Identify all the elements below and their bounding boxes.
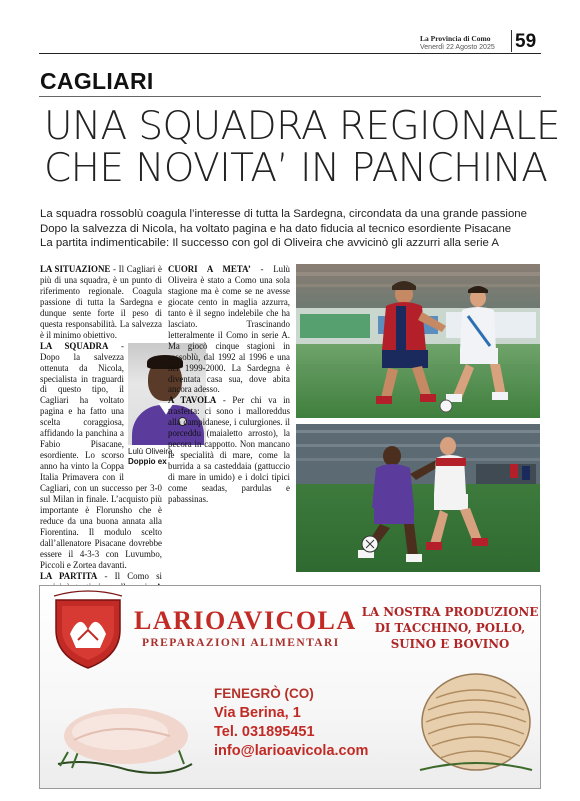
caption-label: Doppio ex: [128, 456, 167, 466]
ad-phone[interactable]: Tel. 031895451: [214, 724, 315, 740]
ad-city: FENEGRÒ (CO): [214, 686, 314, 701]
subheadline-line: La squadra rossoblù coagula l’interesse di tutta la Sardegna, circondata da una grande passione: [40, 208, 527, 220]
crest-icon: [48, 590, 128, 672]
ad-email[interactable]: info@larioavicola.com: [214, 743, 369, 759]
paragraph-text: - Il Como si: [104, 570, 162, 581]
paragraph-tavola: [168, 395, 290, 505]
headline-line: CHE NOVITA’ IN PANCHINA: [44, 146, 548, 191]
article-column-2: [168, 264, 290, 505]
subheadline-line: La partita indimenticabile: Il successo con gol di Oliveira che avvicinò gli azzurri alla serie A: [40, 237, 500, 249]
paragraph-text: - Il Cagliari è più di una squadra, è un punto di riferimento regionale. Coagula passione di tutta la Sardegna e dunque sente forte il peso di questa responsabilità. La salvezza è il minimo obiettivo.: [40, 264, 162, 340]
caption-name: Lulù Oliveira: [128, 446, 173, 456]
paragraph-cuori: [168, 264, 290, 395]
section-title: CAGLIARI: [40, 68, 154, 94]
publication-name: La Provincia di Como: [420, 34, 491, 43]
paragraph-kicker: A TAVOLA: [168, 395, 217, 406]
paragraph-text: - Per chi va in trasferta: ci sono i malloreddus alla campidanese, i culurgiones. il porceddu (maialetto arrosto), la pecora in cappotto. Non mancano le specialità di mare, come la burrida a sa casteddaia (gattuccio di mare in umido) e i dolci tipici come seadas, pardulas e pabassinas.: [168, 395, 290, 505]
paragraph-kicker: CUORI A META’: [168, 264, 251, 274]
ad-slogan: [360, 604, 540, 652]
paragraph-situazione: [40, 264, 162, 341]
ad-tagline: PREPARAZIONI ALIMENTARI: [142, 637, 340, 649]
subheadline-line: Dopo la salvezza di Nicola, ha voltato pagina e ha dato fiducia al tecnico esordiente Pisacane: [40, 222, 512, 235]
subheadline: [40, 207, 550, 251]
match-photo-1-illustration: [296, 264, 540, 418]
top-rule: [39, 53, 541, 54]
paragraph-kicker: LA SQUADRA: [40, 340, 109, 351]
ad-contact-info: [214, 684, 384, 761]
advertisement-larioavicola[interactable]: [39, 585, 541, 789]
ad-slogan-line: SUINO E BOVINO: [390, 637, 510, 651]
match-photo-2: [296, 424, 540, 572]
meat-roll-icon: [416, 660, 536, 780]
header-divider: [511, 30, 512, 52]
paragraph-squadra: [40, 340, 173, 571]
headline: [44, 104, 560, 191]
page-number: 59: [515, 31, 537, 52]
paragraph-text: - Dopo la salvezza ottenuta da Nicola, specialista in traguardi di questo tipo, il Cagliari ha voltato pagina e ha fatto una scelta coraggiosa, affidando la panchina a Fabio Pisacane, esordiente. Lo scorso anno ha vinto la Coppa Italia Primavera con il Cagliari, con un successo per 3-0 sul Milan in finale. L’acquisto più importante è Florunsho che è reduce da una buona annata alla Fiorentina. Il modulo scelto dall’allenatore Pisacane dovrebbe essere il 4-3-3 con Luvumbo, Piccoli e Zortea davanti.: [40, 340, 162, 570]
masthead: [420, 34, 510, 52]
section-rule: [39, 96, 541, 97]
paragraph-kicker: LA SITUAZIONE: [40, 264, 111, 274]
ad-slogan-line: LA NOSTRA PRODUZIONE: [361, 605, 539, 619]
ad-street: Via Berina, 1: [214, 705, 301, 721]
match-photo-1: [296, 264, 540, 418]
headline-line: UNA SQUADRA REGIONALE: [44, 104, 560, 149]
ad-brand-name: LARIOAVICOLA: [134, 606, 357, 635]
paragraph-text: - Lulù Oliveira è stato a Como una sola stagione ma è come se ne avesse giocate cento in maglia azzurra, tanto è il segno indelebile che ha lasciato. Trascinando letteralmente il Como in serie A. Ma giocò cinque stagioni in rossoblù, dal 1992 al 1996 e una nel 1999-2000. La Sardegna è diventata casa sua, dove abita ancora adesso.: [168, 264, 290, 395]
match-photo-2-illustration: [296, 424, 540, 572]
paragraph-kicker: LA PARTITA: [40, 570, 98, 581]
chicken-breast-icon: [54, 684, 196, 780]
publication-date: Venerdì 22 Agosto 2025: [420, 44, 495, 51]
ad-slogan-line: DI TACCHINO, POLLO,: [374, 621, 526, 635]
